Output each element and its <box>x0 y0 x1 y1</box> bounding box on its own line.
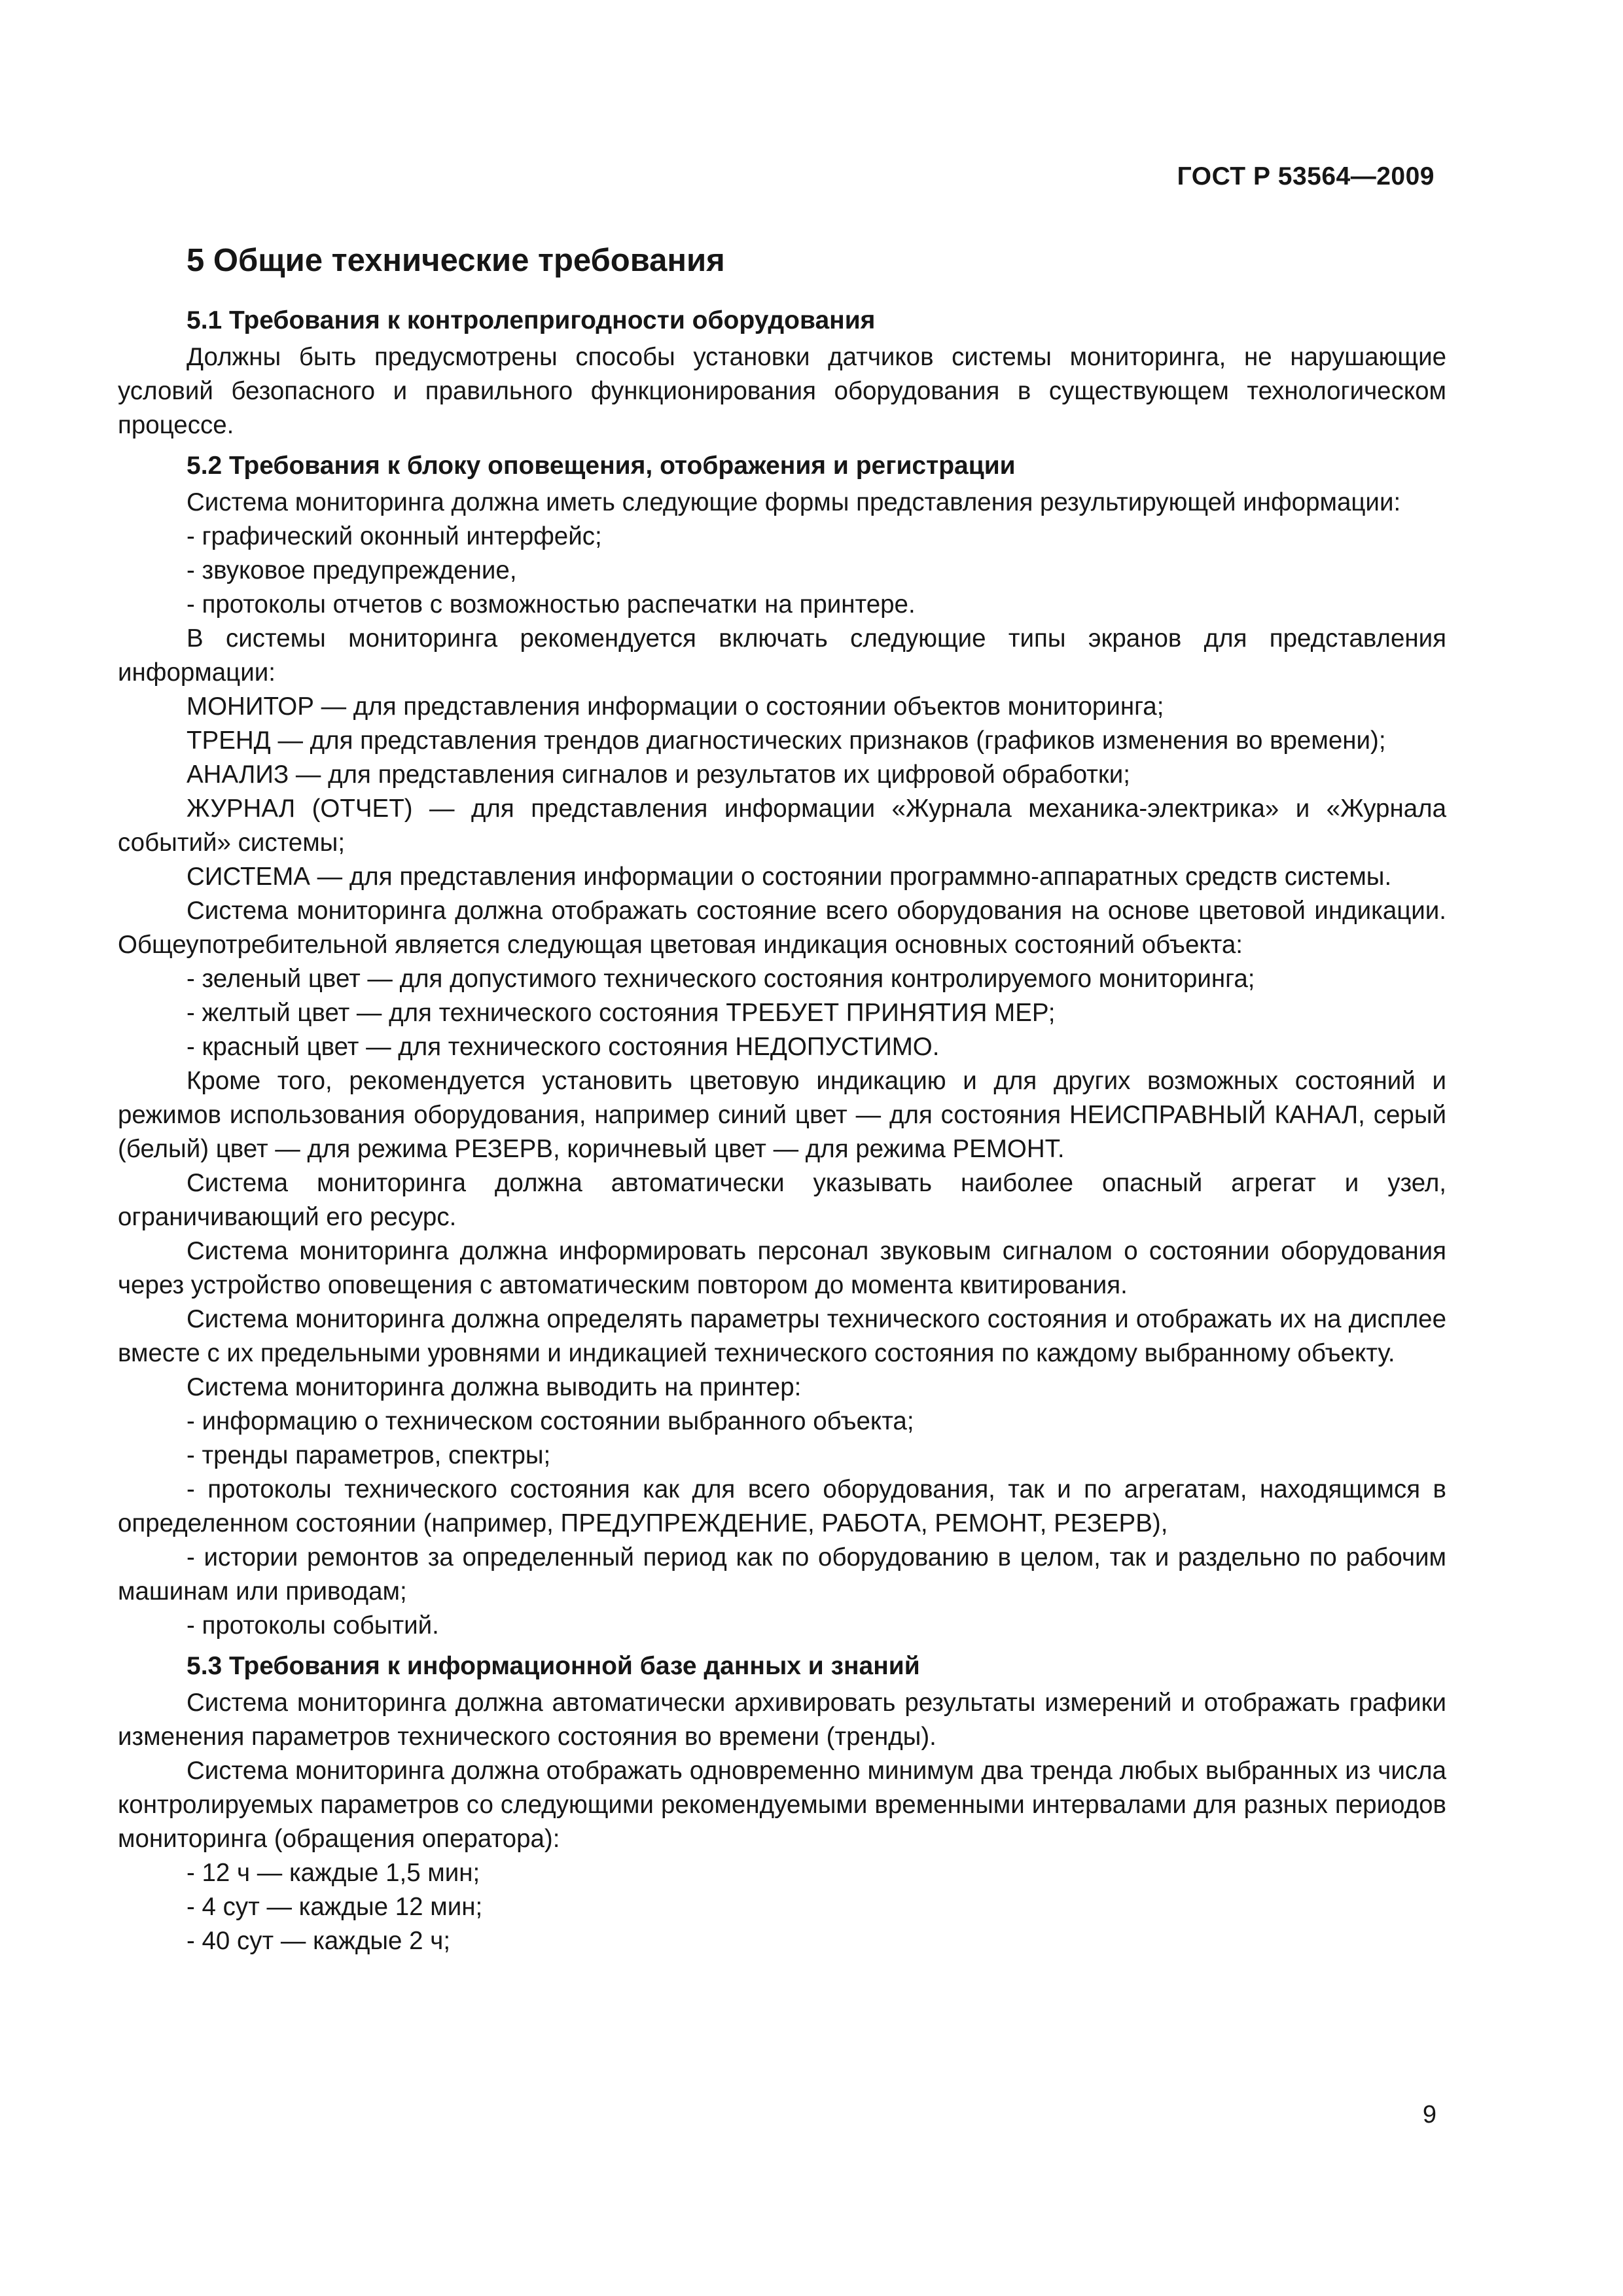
list-item: - тренды параметров, спектры; <box>187 1441 551 1469</box>
paragraph: Система мониторинга должна автоматически архивировать результаты измерений и отображать графики изменения параметров технического состояния во времени (тренды). <box>118 1689 1446 1751</box>
paragraph: Система мониторинга должна отображать состояние всего оборудования на основе цветовой индикации. Общеупотребительной является следующая цветовая индикация основных состояний объекта: <box>118 897 1446 959</box>
subsection-heading: 5.1 Требования к контролепригодности оборудования <box>187 306 876 334</box>
list-item: - протоколы событий. <box>187 1611 439 1640</box>
list-item: - графический оконный интерфейс; <box>187 522 602 550</box>
list-item: - красный цвет — для технического состояния НЕДОПУСТИМО. <box>187 1033 940 1061</box>
paragraph: Система мониторинга должна иметь следующие формы представления результирующей информации: <box>187 488 1401 516</box>
list-item: - желтый цвет — для технического состояния ТРЕБУЕТ ПРИНЯТИЯ МЕР; <box>187 999 1056 1027</box>
list-item: - истории ремонтов за определенный период как по оборудованию в целом, так и раздельно по рабочим машинам или приводам; <box>118 1543 1446 1605</box>
list-item: - 40 сут — каждые 2 ч; <box>187 1927 451 1955</box>
paragraph: Система мониторинга должна информировать персонал звуковым сигналом о состоянии оборудования через устройство оповещения с автоматическим повтором до момента квитирования. <box>118 1237 1446 1299</box>
paragraph: СИСТЕМА — для представления информации о состоянии программно-аппаратных средств системы. <box>187 863 1392 891</box>
paragraph: ТРЕНД — для представления трендов диагностических признаков (графиков изменения во времени); <box>187 726 1386 755</box>
paragraph: Система мониторинга должна выводить на принтер: <box>187 1373 802 1401</box>
page-content <box>118 240 1446 1958</box>
subsection-heading: 5.2 Требования к блоку оповещения, отображения и регистрации <box>187 452 1016 480</box>
paragraph: Система мониторинга должна определять параметры технического состояния и отображать их на дисплее вместе с их предельными уровнями и индикацией технического состояния по каждому выбранному объекту. <box>118 1305 1446 1367</box>
subsection-heading: 5.3 Требования к информационной базе данных и знаний <box>187 1652 920 1680</box>
list-item: - зеленый цвет — для допустимого технического состояния контролируемого мониторинга; <box>187 965 1255 993</box>
paragraph: МОНИТОР — для представления информации о состоянии объектов мониторинга; <box>187 692 1164 721</box>
document-code: ГОСТ Р 53564—2009 <box>1177 162 1435 190</box>
paragraph: В системы мониторинга рекомендуется включать следующие типы экранов для представления информации: <box>118 624 1446 687</box>
paragraph: Кроме того, рекомендуется установить цветовую индикацию и для других возможных состояний и режимов использования оборудования, например синий цвет — для состояния НЕИСПРАВНЫЙ КАНАЛ, серый (белый) цвет — для режима РЕЗЕРВ, коричневый цвет — для режима РЕМОНТ. <box>118 1067 1446 1163</box>
list-item: - 12 ч — каждые 1,5 мин; <box>187 1859 480 1887</box>
section-title: 5 Общие технические требования <box>187 243 725 278</box>
list-item: - 4 сут — каждые 12 мин; <box>187 1893 483 1921</box>
body-text <box>118 304 1446 1958</box>
list-item: - звуковое предупреждение, <box>187 556 517 584</box>
paragraph: АНАЛИЗ — для представления сигналов и результатов их цифровой обработки; <box>187 761 1130 789</box>
paragraph: ЖУРНАЛ (ОТЧЕТ) — для представления информации «Журнала механика-электрика» и «Журнала событий» системы; <box>118 795 1446 857</box>
page-number: 9 <box>1422 2101 1436 2128</box>
paragraph: Система мониторинга должна отображать одновременно минимум два тренда любых выбранных из числа контролируемых параметров со следующими рекомендуемыми временными интервалами для разных периодов мониторинга (обращения оператора): <box>118 1757 1446 1853</box>
list-item: - протоколы отчетов с возможностью распечатки на принтере. <box>187 590 916 619</box>
paragraph: Должны быть предусмотрены способы установки датчиков системы мониторинга, не нарушающие условий безопасного и правильного функционирования оборудования в существующем технологическом процессе. <box>118 343 1446 439</box>
paragraph: Система мониторинга должна автоматически указывать наиболее опасный агрегат и узел, ограничивающий его ресурс. <box>118 1169 1446 1231</box>
list-item: - информацию о техническом состоянии выбранного объекта; <box>187 1407 914 1435</box>
list-item: - протоколы технического состояния как для всего оборудования, так и по агрегатам, находящимся в определенном состоянии (например, ПРЕДУПРЕЖДЕНИЕ, РАБОТА, РЕМОНТ, РЕЗЕРВ), <box>118 1475 1446 1537</box>
